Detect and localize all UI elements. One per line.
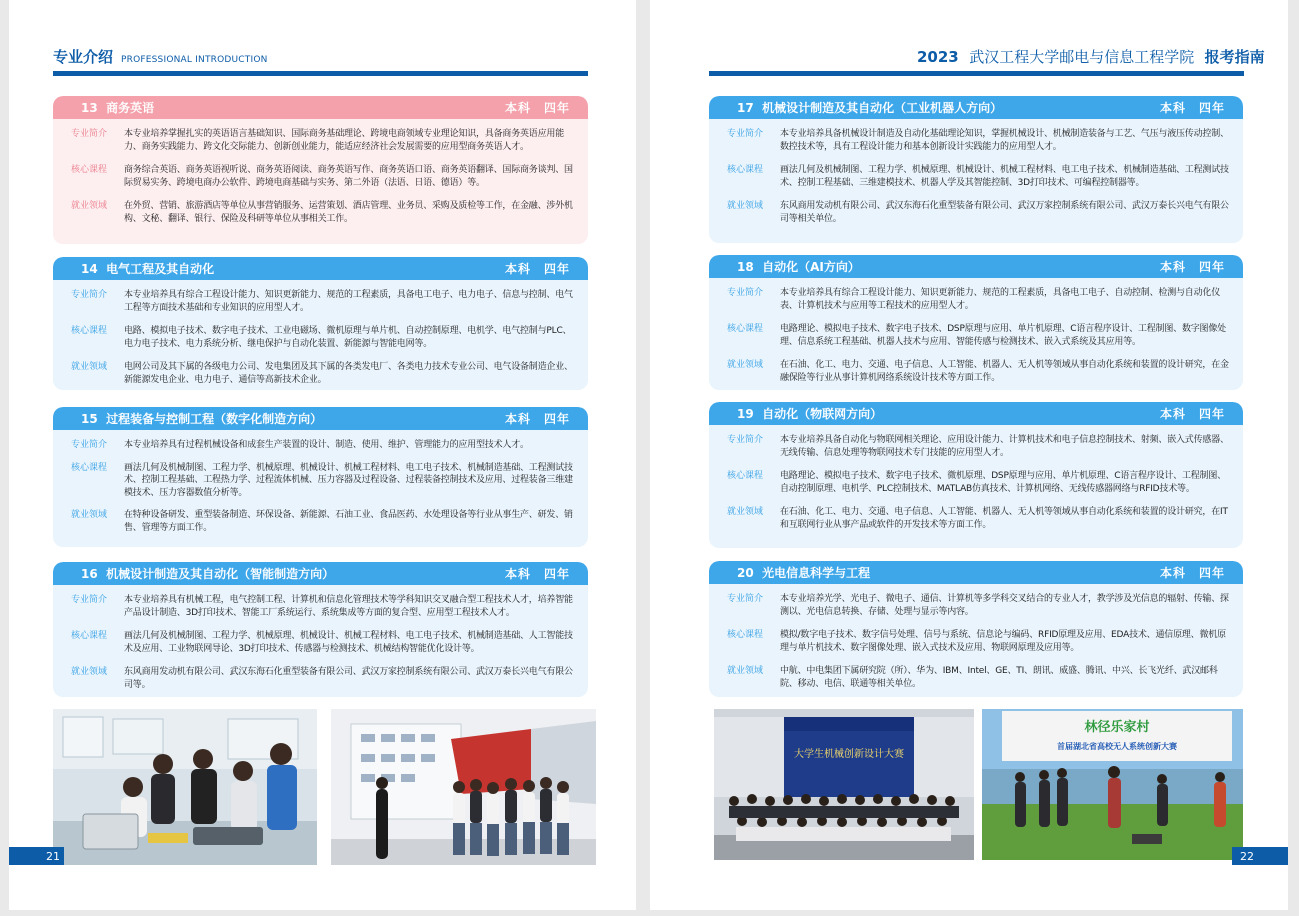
jobs-label: 就业领域 [727, 201, 764, 211]
contest-banner-title: 林径乐家村 [1084, 720, 1150, 735]
jobs-text: 东风商用发动机有限公司、武汉东海石化重型装备有限公司、武汉万家控制系统有限公司、武汉万泰长兴电气有限公司等。 [124, 667, 573, 690]
courses-text: 电路理论、模拟电子技术、数字电子技术、DSP原理与应用、单片机原理、C语言程序设计、工程制图、数字图像处理、信息系统工程基础、机器人技术与应用、智能传感与检测技术、嵌入式系统及其应用等。 [780, 324, 1226, 347]
photo-competition-image [714, 709, 974, 860]
intro-text: 本专业培养具有综合工程设计能力、知识更新能力、规范的工程素质，具备电工电子、自动控制、检测与自动化仪表、计算机技术与应用等工程技术的应用型人才。 [780, 288, 1221, 311]
intro-text: 本专业培养具有综合工程设计能力、知识更新能力、规范的工程素质，具备电工电子、电力电子、信息与控制、电气工程等方面技术基础和专业知识的应用型人才。 [124, 290, 573, 313]
intro-text: 本专业培养具备自动化与物联网相关理论、应用设计能力、计算机技术和电子信息控制技术、射频、嵌入式传感器、无线传输、信息处理等物联网技术专门技能的应用型人才。 [780, 435, 1229, 458]
courses-label: 核心课程 [727, 324, 764, 334]
degree-duration: 本科 四年 [504, 262, 570, 276]
brochure-year: 2023 [917, 48, 959, 66]
courses-label: 核心课程 [71, 165, 108, 175]
degree-duration: 本科 四年 [504, 412, 570, 426]
major-title: 20 光电信息科学与工程 [737, 566, 871, 580]
intro-row [709, 593, 1243, 618]
header-rule [709, 71, 1244, 76]
courses-text: 画法几何及机械制图、工程力学、机械原理、机械设计、机械工程材料、电工电子技术、机械制造基础、工程测试技术、控制工程基础、三维建模技术、机器人学及其智能控制、3D打印技术、可编程控制器等。 [780, 165, 1229, 188]
major-title: 18 自动化（AI方向） [737, 260, 860, 274]
photo-competition-group [714, 709, 974, 860]
intro-row [709, 434, 1243, 459]
intro-row [53, 439, 588, 452]
major-card-13 [53, 96, 588, 244]
degree-duration: 本科 四年 [1159, 260, 1225, 274]
courses-row [53, 462, 588, 500]
intro-label: 专业简介 [71, 595, 108, 605]
major-card-17 [709, 96, 1243, 243]
major-title: 16 机械设计制造及其自动化（智能制造方向） [81, 567, 335, 581]
jobs-label: 就业领域 [727, 360, 764, 370]
jobs-text: 中航、中电集团下属研究院（所）、华为、IBM、Intel、GE、TI、朗讯、威盛、腾讯、中兴、长飞光纤、武汉邮科院、移动、电信、联通等相关单位。 [780, 666, 1218, 689]
intro-row [53, 128, 588, 153]
courses-text: 画法几何及机械制图、工程力学、机械原理、机械设计、机械工程材料、电工电子技术、机械制造基础、人工智能技术及应用、工业物联网导论、3D打印技术、传感器与检测技术、机械结构智能优化设计等。 [124, 631, 573, 654]
courses-text: 商务综合英语、商务英语视听说、商务英语阅读、商务英语写作、商务英语口语、商务英语翻译、国际商务谈判、国际贸易实务、跨境电商办公软件、跨境电商基础与实务、第二外语（法语、日语、德语）等。 [124, 165, 573, 188]
page-number-right: 22 [1232, 847, 1288, 865]
intro-row [53, 594, 588, 619]
degree-duration: 本科 四年 [504, 101, 570, 115]
photo-drone-contest [982, 709, 1243, 860]
right-header-title [917, 46, 1265, 67]
photo-exhibition-visit [331, 709, 596, 865]
major-card-15 [53, 407, 588, 547]
major-card-header [709, 96, 1243, 119]
major-card-header [53, 96, 588, 119]
intro-label: 专业简介 [727, 288, 764, 298]
photo-exhibition-image [331, 709, 596, 865]
section-subtitle: PROFESSIONAL INTRODUCTION [121, 55, 268, 65]
major-card-header [53, 562, 588, 585]
intro-label: 专业简介 [727, 435, 764, 445]
major-card-header [53, 407, 588, 430]
intro-text: 本专业培养具有机械工程，电气控制工程、计算机和信息化管理技术等学科知识交叉融合型工程技术人才，培养智能产品设计制造、3D打印技术、智能工厂系统运行、系统集成等方面的复合型、应用型工程技术人才。 [124, 595, 573, 618]
courses-label: 核心课程 [71, 462, 108, 473]
jobs-row [709, 200, 1243, 225]
major-card-header [53, 257, 588, 280]
jobs-row [709, 359, 1243, 384]
courses-row [709, 629, 1243, 654]
intro-row [53, 289, 588, 314]
jobs-text: 在特种设备研发、重型装备制造、环保设备、新能源、石油工业、食品医药、水处理设备等行业从事生产、研发、销售、管理等方面工作。 [124, 510, 573, 533]
jobs-label: 就业领域 [71, 362, 108, 372]
jobs-row [709, 665, 1243, 690]
degree-duration: 本科 四年 [1159, 566, 1225, 580]
jobs-label: 就业领域 [71, 667, 108, 677]
major-title: 15 过程装备与控制工程（数字化制造方向） [81, 412, 323, 426]
courses-label: 核心课程 [727, 165, 764, 175]
intro-label: 专业简介 [71, 129, 108, 139]
major-card-header [709, 402, 1243, 425]
left-header-title [53, 46, 268, 67]
intro-row [709, 128, 1243, 153]
page-number-left: 21 [9, 847, 64, 865]
jobs-label: 就业领域 [71, 510, 108, 520]
intro-text: 本专业培养光学、光电子、微电子、通信、计算机等多学科交叉结合的专业人才，教学涉及光信息的辐射、传输、探测以、光电信息转换、存储、处理与显示等内容。 [780, 594, 1229, 617]
intro-label: 专业简介 [71, 290, 108, 300]
jobs-text: 在石油、化工、电力、交通、电子信息、人工智能、机器人、无人机等领域从事自动化系统和装置的设计研究，在金融保险等行业从事计算机网络系统设计技术等方面工作。 [780, 360, 1229, 383]
courses-label: 核心课程 [71, 326, 108, 336]
jobs-row [53, 666, 588, 691]
jobs-text: 在石油、化工、电力、交通、电子信息、人工智能、机器人、无人机等领域从事自动化系统和装置的设计研究，在IT和互联网行业从事产品或软件的开发技术等方面工作。 [780, 507, 1228, 530]
major-title: 17 机械设计制造及其自动化（工业机器人方向） [737, 101, 1003, 115]
intro-text: 本专业培养掌握扎实的英语语言基础知识、国际商务基础理论、跨境电商领域专业理论知识，具备商务英语应用能力、商务实践能力、跨文化交际能力、创新创业能力，能适应经济社会发展需要的应用型商务英语人才。 [124, 129, 565, 152]
left-page [9, 0, 636, 910]
courses-row [53, 630, 588, 655]
courses-row [709, 164, 1243, 189]
major-title: 13 商务英语 [81, 101, 155, 115]
photo-lab-students-image [53, 709, 317, 865]
courses-text: 电路、模拟电子技术、数字电子技术、工业电磁场、微机原理与单片机、自动控制原理、电机学、电气控制与PLC、电力电子技术、电力系统分析、继电保护与自动化装置、新能源与智能电网等。 [124, 326, 572, 349]
degree-duration: 本科 四年 [1159, 101, 1225, 115]
jobs-row [53, 361, 588, 386]
courses-text: 画法几何及机械制图、工程力学、机械原理、机械设计、机械工程材料、电工电子技术、机械制造基础、工程测试技术、控制工程基础、工程热力学、过程流体机械、压力容器及过程设备、过程装备控制技术及应用、过程装备三维建模技术、压力容器数值分析等。 [124, 462, 573, 498]
jobs-text: 电网公司及其下属的各级电力公司、发电集团及其下属的各类发电厂、各类电力技术专业公司、电气设备制造企业、新能源发电企业、电力电子、通信等高新技术企业。 [124, 362, 573, 385]
courses-text: 电路理论、模拟电子技术、数字电子技术、微机原理、DSP原理与应用、单片机原理、C语言程序设计、工程制图、自动控制原理、电机学、PLC控制技术、MATLAB仿真技术、计算机网络、无线传感器网络与RFID技术等。 [780, 471, 1226, 494]
jobs-text: 东风商用发动机有限公司、武汉东海石化重型装备有限公司、武汉万家控制系统有限公司、武汉万泰长兴电气有限公司等相关单位。 [780, 201, 1229, 224]
courses-row [709, 323, 1243, 348]
jobs-label: 就业领域 [727, 507, 764, 517]
intro-text: 本专业培养具有过程机械设备和成套生产装置的设计、制造、使用、维护、管理能力的应用型技术人才。 [124, 440, 529, 450]
major-card-19 [709, 402, 1243, 548]
major-card-20 [709, 561, 1243, 697]
major-card-18 [709, 255, 1243, 390]
contest-banner-subtitle: 首届湖北省高校无人系统创新大赛 [1057, 742, 1177, 751]
major-title: 14 电气工程及其自动化 [81, 262, 215, 276]
courses-label: 核心课程 [727, 471, 764, 481]
section-title: 专业介绍 [53, 48, 114, 66]
courses-row [53, 325, 588, 350]
photo-lab-students [53, 709, 317, 865]
right-page [650, 0, 1288, 910]
courses-label: 核心课程 [727, 630, 764, 640]
major-card-header [709, 561, 1243, 584]
courses-row [53, 164, 588, 189]
major-title: 19 自动化（物联网方向） [737, 407, 883, 421]
degree-duration: 本科 四年 [504, 567, 570, 581]
intro-row [709, 287, 1243, 312]
competition-banner-text: 大学生机械创新设计大赛 [794, 749, 904, 760]
intro-label: 专业简介 [71, 440, 108, 450]
intro-text: 本专业培养具备机械设计制造及自动化基础理论知识，掌握机械设计、机械制造装备与工艺、气压与液压传动控制、数控技术等，具有工程设计能力和基本创新设计实践能力的应用型人才。 [780, 129, 1229, 152]
jobs-row [709, 506, 1243, 531]
jobs-text: 在外贸、营销、旅游酒店等单位从事营销服务、运营策划、酒店管理、业务员、采购及质检等工作，在金融、涉外机构、文秘、翻译、银行、保险及科研等单位从事相关工作。 [124, 201, 573, 224]
school-name: 武汉工程大学邮电与信息工程学院 [969, 48, 1195, 66]
jobs-row [53, 200, 588, 225]
degree-duration: 本科 四年 [1159, 407, 1225, 421]
courses-row [709, 470, 1243, 495]
major-card-16 [53, 562, 588, 697]
intro-label: 专业简介 [727, 594, 764, 604]
major-card-14 [53, 257, 588, 390]
intro-label: 专业简介 [727, 129, 764, 139]
jobs-label: 就业领域 [727, 666, 764, 676]
courses-text: 模拟/数字电子技术、数字信号处理、信号与系统、信息论与编码、RFID原理及应用、EDA技术、通信原理、微机原理与单片机技术、数字图像处理、嵌入式技术及应用、物联网原理及应用等。 [780, 630, 1226, 653]
major-card-header [709, 255, 1243, 278]
photo-drone-contest-image [982, 709, 1243, 860]
guide-title: 报考指南 [1204, 48, 1265, 66]
jobs-label: 就业领域 [71, 201, 108, 211]
header-rule [53, 71, 588, 76]
courses-label: 核心课程 [71, 631, 108, 641]
jobs-row [53, 509, 588, 534]
